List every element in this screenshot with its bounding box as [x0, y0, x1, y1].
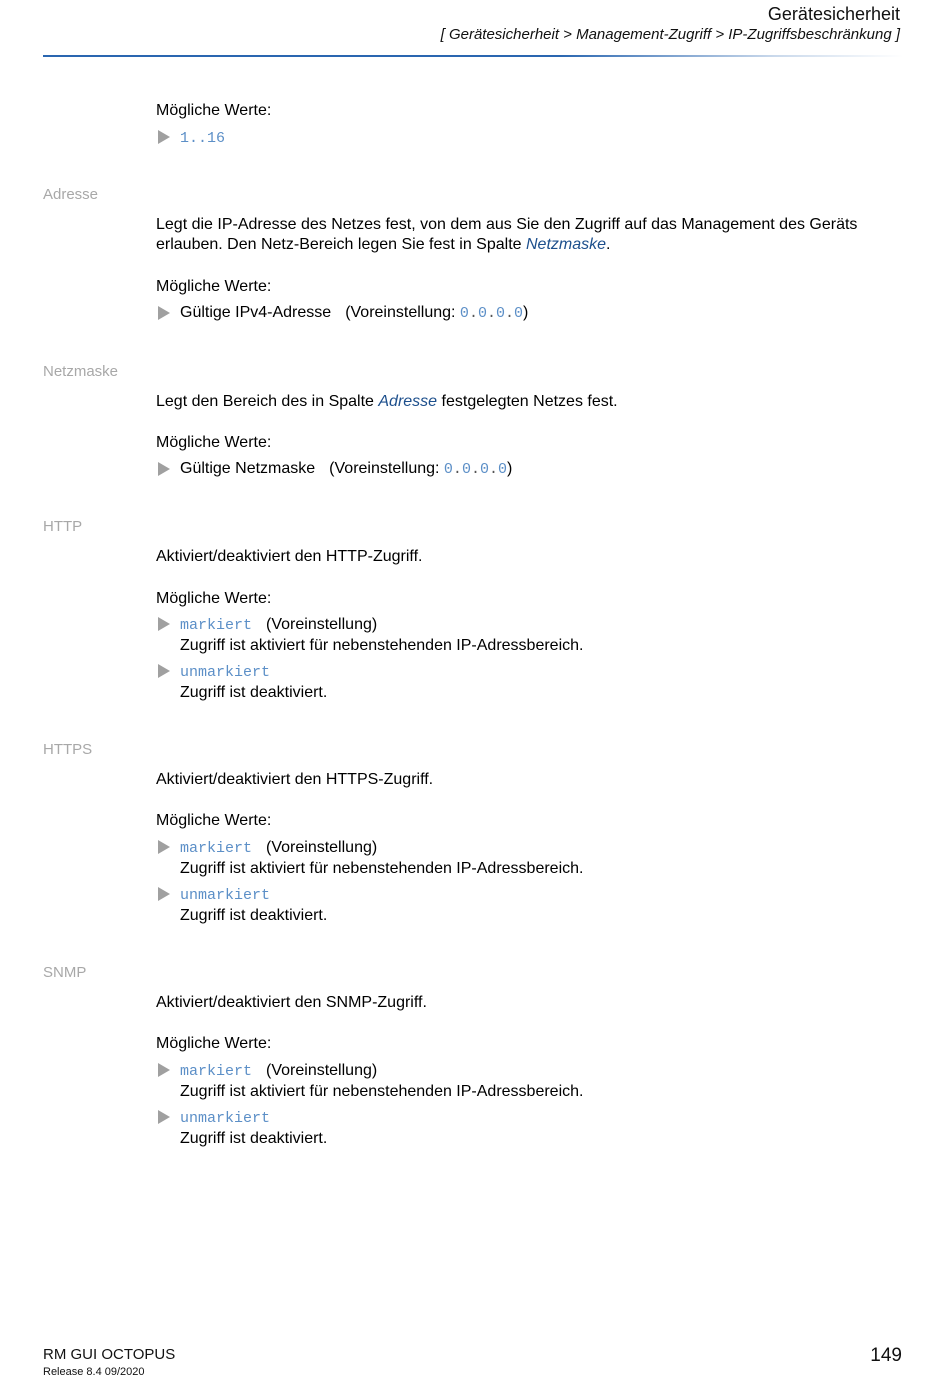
param-label-netzmaske: Netzmaske: [43, 363, 119, 380]
header-divider: [43, 55, 903, 57]
https-description: Aktiviert/deaktiviert den HTTPS-Zugriff.: [156, 771, 434, 788]
adresse-reference: Adresse: [378, 393, 438, 410]
default-mask-value: 0.0.0.0: [443, 461, 508, 478]
param-label-https: HTTPS: [43, 741, 93, 758]
bullet-triangle-icon: [158, 840, 170, 854]
option-value: unmarkiert: [180, 1110, 271, 1127]
option-item: markiert (Voreinstellung) Zugriff ist aktiviert für nebenstehenden IP-Adressbereich.: [180, 1062, 584, 1100]
http-description: Aktiviert/deaktiviert den HTTP-Zugriff.: [156, 548, 423, 565]
bullet-triangle-icon: [158, 130, 170, 144]
possible-values-heading: Mögliche Werte:: [156, 102, 272, 119]
param-label-http: HTTP: [43, 518, 83, 535]
default-ip-value: 0.0.0.0: [459, 305, 524, 322]
option-value: unmarkiert: [180, 887, 271, 904]
value-item: Gültige Netzmaske (Voreinstellung: 0.0.0.0): [180, 460, 513, 478]
option-item: markiert (Voreinstellung) Zugriff ist aktiviert für nebenstehenden IP-Adressbereich.: [180, 839, 584, 877]
possible-values-heading: Mögliche Werte:: [156, 590, 272, 607]
possible-values-heading: Mögliche Werte:: [156, 812, 272, 829]
adresse-description: [156, 215, 906, 255]
value-item: Gültige IPv4-Adresse (Voreinstellung: 0.0.0.0): [180, 304, 529, 322]
option-item: unmarkiert Zugriff ist deaktiviert.: [180, 887, 328, 924]
page-number: 149: [870, 1345, 902, 1366]
bullet-triangle-icon: [158, 1110, 170, 1124]
bullet-triangle-icon: [158, 887, 170, 901]
bullet-triangle-icon: [158, 306, 170, 320]
adresse-desc-line1: Legt die IP-Adresse des Netzes fest, von dem aus Sie den Zugriff auf das Management des Geräts: [156, 216, 858, 233]
page-title: Gerätesicherheit: [767, 4, 900, 24]
value-item: [180, 128, 225, 149]
breadcrumb: [ Gerätesicherheit > Management-Zugriff > IP-Zugriffsbeschränkung ]: [440, 26, 900, 43]
option-item: unmarkiert Zugriff ist deaktiviert.: [180, 1110, 328, 1147]
param-label-snmp: SNMP: [43, 964, 87, 981]
option-value: unmarkiert: [180, 664, 271, 681]
netzmaske-description: Legt den Bereich des in Spalte Adresse festgelegten Netzes fest.: [156, 393, 618, 410]
option-value: markiert: [180, 840, 253, 857]
footer-product: RM GUI OCTOPUS: [43, 1346, 176, 1363]
footer-release: Release 8.4 09/2020: [43, 1366, 145, 1378]
adresse-desc-line2: erlauben. Den Netz-Bereich legen Sie fest in Spalte Netzmaske.: [156, 236, 611, 253]
bullet-triangle-icon: [158, 1063, 170, 1077]
option-item: markiert (Voreinstellung) Zugriff ist aktiviert für nebenstehenden IP-Adressbereich.: [180, 616, 584, 654]
snmp-description: Aktiviert/deaktiviert den SNMP-Zugriff.: [156, 994, 427, 1011]
possible-values-heading: Mögliche Werte:: [156, 278, 272, 295]
bullet-triangle-icon: [158, 617, 170, 631]
netzmaske-reference: Netzmaske: [526, 236, 607, 253]
range-value: 1..16: [180, 130, 226, 147]
param-label-adresse: Adresse: [43, 186, 99, 203]
option-value: markiert: [180, 1063, 253, 1080]
option-value: markiert: [180, 617, 253, 634]
bullet-triangle-icon: [158, 664, 170, 678]
bullet-triangle-icon: [158, 462, 170, 476]
possible-values-heading: Mögliche Werte:: [156, 1035, 272, 1052]
possible-values-heading: Mögliche Werte:: [156, 434, 272, 451]
option-item: unmarkiert Zugriff ist deaktiviert.: [180, 664, 328, 701]
